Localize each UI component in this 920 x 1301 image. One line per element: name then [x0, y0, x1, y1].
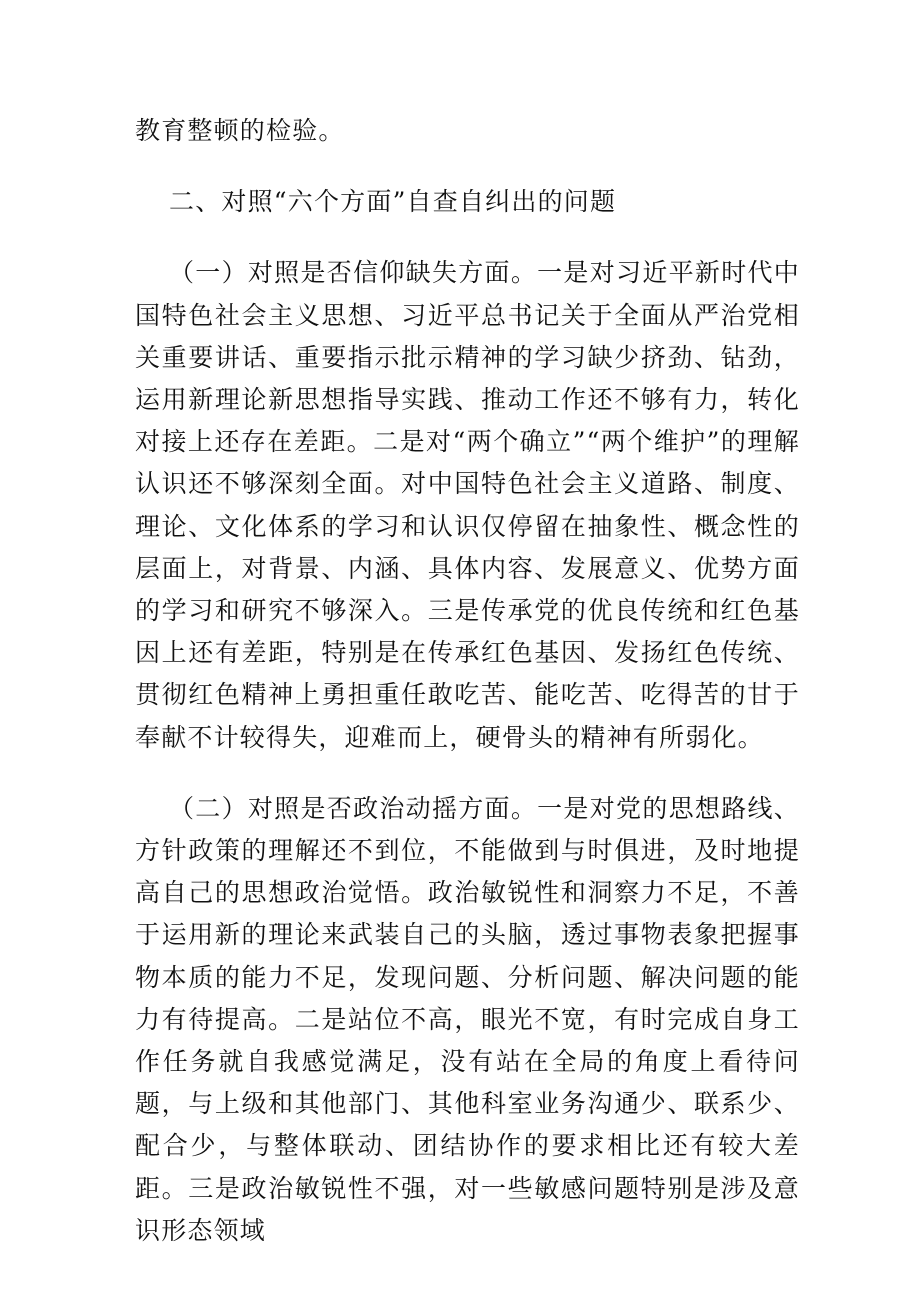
section-heading: 二、对照“六个方面”自查自纠出的问题: [169, 187, 617, 217]
paragraph-continuation: 教育整顿的检验。: [135, 116, 345, 145]
paragraph-faith: （一）对照是否信仰缺失方面。一是对习近平新时代中国特色社会主义思想、习近平总书记关于全面从严治党相关重要讲话、重要指示批示精神的学习缺少挤劲、钻劲，运用新理论新思想指导实践、推动工作还不够有力，转化对接上还存在差距。二是对“两个确立”“两个维护”的理解认识还不够深刻全面。对中国特色社会主义道路、制度、理论、文化体系的学习和认识仅停留在抽象性、概念性的层面上，对背景、内涵、具体内容、发展意义、优势方面的学习和研究不够深入。三是传承党的优良传统和红色基因上还有差距，特别是在传承红色基因、发扬红色传统、贯彻红色精神上勇担重任敢吃苦、能吃苦、吃得苦的甘于奉献不计较得失，迎难而上，硬骨头的精神有所弱化。: [135, 258, 800, 752]
paragraph-politics: （二）对照是否政治动摇方面。一是对党的思想路线、方针政策的理解还不到位，不能做到与时俱进，及时地提高自己的思想政治觉悟。政治敏锐性和洞察力不足，不善于运用新的理论来武装自己的头脑，透过事物表象把握事物本质的能力不足，发现问题、分析问题、解决问题的能力有待提高。二是站位不高，眼光不宽，有时完成自身工作任务就自我感觉满足，没有站在全局的角度上看待问题，与上级和其他部门、其他科室业务沟通少、联系少、配合少，与整体联动、团结协作的要求相比还有较大差距。三是政治敏锐性不强，对一些敏感问题特别是涉及意识形态领域: [135, 793, 800, 1245]
